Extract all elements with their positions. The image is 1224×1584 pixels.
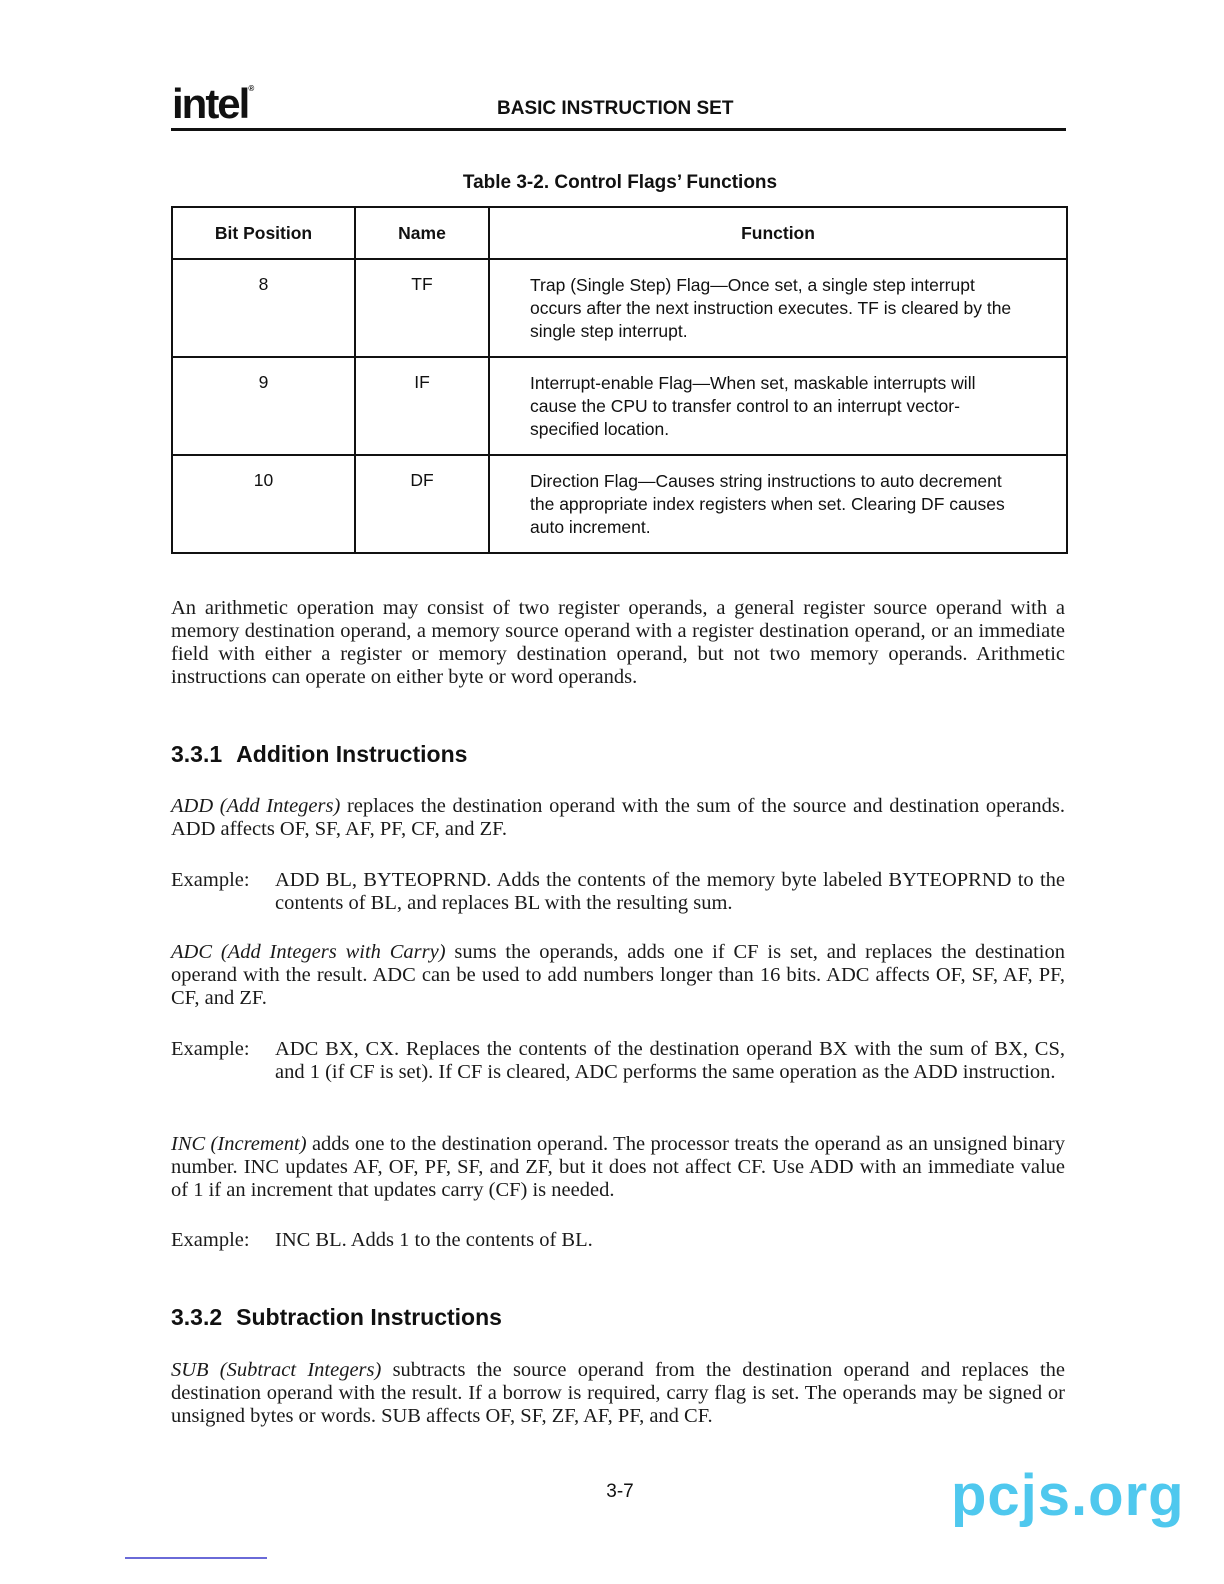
- intro-paragraph: An arithmetic operation may consist of two register operands, a general register source operand with a memory destination operand, a memory source operand with a register destination operand, or an immediate field with either a register or memory destination operand, but not two memory operands. Arithmetic instructions can operate on either byte or word operands.: [171, 597, 1065, 688]
- section-title: Subtraction Instructions: [236, 1304, 502, 1330]
- add-example: [171, 869, 1065, 915]
- table-row: [172, 357, 1067, 455]
- section-heading-subtraction: [171, 1304, 502, 1331]
- section-number: 3.3.1: [171, 741, 223, 767]
- add-description: replaces the destination operand with the sum of the source and destination operands. ADD affects OF, SF, AF, PF, CF, and ZF.: [171, 795, 1065, 840]
- inc-paragraph: [171, 1133, 1065, 1202]
- adc-paragraph: [171, 941, 1065, 1010]
- function-cell: Interrupt-enable Flag—When set, maskable interrupts will cause the CPU to transfer control to an interrupt vector-specified location.: [489, 357, 1067, 455]
- sub-paragraph: [171, 1359, 1065, 1428]
- flag-name-cell: DF: [355, 455, 489, 553]
- sub-term: SUB (Subtract Integers): [171, 1359, 382, 1381]
- table-caption: Table 3-2. Control Flags’ Functions: [462, 172, 778, 193]
- flag-name-cell: IF: [355, 357, 489, 455]
- example-text: INC BL. Adds 1 to the contents of BL.: [275, 1229, 593, 1251]
- add-term: ADD (Add Integers): [171, 795, 341, 817]
- control-flags-table: [171, 206, 1068, 554]
- function-cell: Direction Flag—Causes string instructions to auto decrement the appropriate index registers when set. Clearing DF causes auto increment.: [489, 455, 1067, 553]
- header-title: BASIC INSTRUCTION SET: [497, 98, 734, 119]
- flag-name-cell: TF: [355, 259, 489, 357]
- intel-logo: intel®: [172, 80, 255, 127]
- adc-example: [171, 1038, 1065, 1084]
- bit-position-cell: 9: [172, 357, 355, 455]
- sub-description: subtracts the source operand from the destination operand and replaces the destination operand with the result. If a borrow is required, carry flag is set. The operands may be signed or unsigned bytes or words. SUB affects OF, SF, ZF, AF, PF, and CF.: [171, 1359, 1066, 1427]
- section-heading-addition: [171, 741, 467, 768]
- example-label: Example:: [171, 869, 250, 891]
- inc-description: adds one to the destination operand. The processor treats the operand as an unsigned binary number. INC updates AF, OF, PF, SF, and ZF, but it does not affect CF. Use ADD with an immediate value of 1 if an increment that updates carry (CF) is needed.: [171, 1133, 1065, 1201]
- example-text: ADD BL, BYTEOPRND. Adds the contents of the memory byte labeled BYTEOPRND to the contents of BL, and replaces BL with the resulting sum.: [275, 869, 1065, 914]
- add-paragraph: [171, 795, 1065, 841]
- inc-example: [171, 1229, 1065, 1252]
- inc-term: INC (Increment): [171, 1133, 307, 1155]
- pcjs-watermark: pcjs.org: [951, 1463, 1185, 1528]
- section-number: 3.3.2: [171, 1304, 223, 1330]
- column-header-name: Name: [355, 207, 489, 259]
- example-label: Example:: [171, 1229, 250, 1251]
- bottom-link-underline: [125, 1557, 267, 1559]
- example-text: ADC BX, CX. Replaces the contents of the destination operand BX with the sum of BX, CS, and 1 (if CF is set). If CF is cleared, ADC performs the same operation as the ADD instruction.: [275, 1038, 1065, 1083]
- column-header-bit-position: Bit Position: [172, 207, 355, 259]
- bit-position-cell: 8: [172, 259, 355, 357]
- bit-position-cell: 10: [172, 455, 355, 553]
- section-title: Addition Instructions: [236, 741, 468, 767]
- table-header-row: [172, 207, 1067, 259]
- header-rule: [171, 128, 1066, 131]
- adc-description: sums the operands, adds one if CF is set, and replaces the destination operand with the result. ADC can be used to add numbers longer than 16 bits. ADC affects OF, SF, AF, PF, CF, and ZF.: [171, 941, 1065, 1009]
- table-row: [172, 455, 1067, 553]
- table-row: [172, 259, 1067, 357]
- function-cell: Trap (Single Step) Flag—Once set, a single step interrupt occurs after the next instruction executes. TF is cleared by the single step interrupt.: [489, 259, 1067, 357]
- example-label: Example:: [171, 1038, 250, 1060]
- column-header-function: Function: [489, 207, 1067, 259]
- page-number: 3-7: [606, 1481, 634, 1502]
- adc-term: ADC (Add Integers with Carry): [171, 941, 446, 963]
